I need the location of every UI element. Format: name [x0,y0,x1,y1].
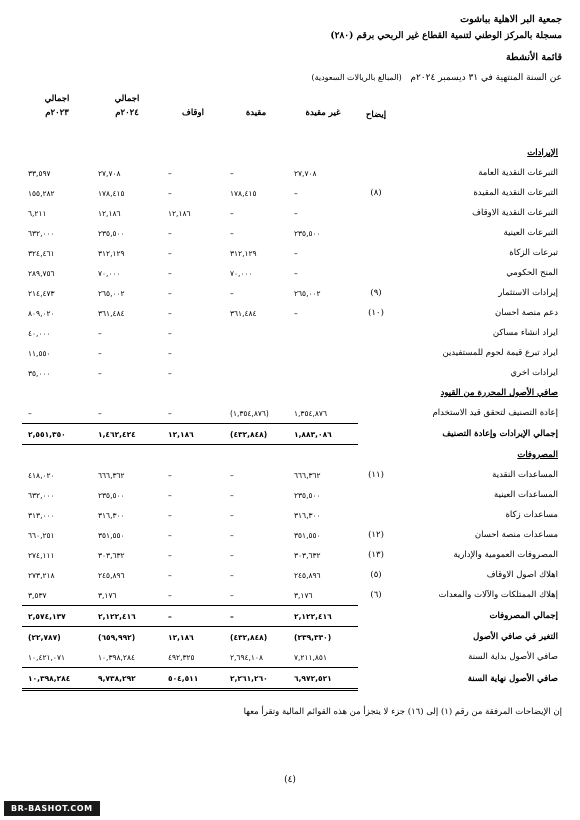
cell-note [358,363,394,383]
cell-t24: – [98,328,102,338]
cell-t23: ٦,٢١١ [28,208,47,218]
cell-t23: ١١,٥٥٠ [28,348,51,358]
cell-res: (٤٣٢,٨٤٨) [224,424,288,445]
cell-t24: ١,٤٦٢,٤٢٤ [92,424,162,445]
section-heading-row [22,143,562,163]
cell-t24: (٦٥٩,٩٩٢) [98,632,136,642]
cell-unr: ٣٠٣,٦٣٢ [294,550,321,560]
cell-unr: – [294,248,298,258]
cell-t23: ٦٦٠,٢٥١ [28,530,55,540]
header-unrestricted: غير مقيدة [305,108,341,118]
table-row [22,585,562,606]
cell-note [358,243,394,263]
cell-unr: ٣١٦,٣٠٠ [294,510,321,520]
cell-t23: ٢١٤,٤٧٣ [28,288,55,298]
cell-unr: ٣,١٧٦ [294,590,313,600]
cell-note: (١٠) [368,308,384,318]
cell-unr: ٧,٢١١,٨٥١ [294,652,327,662]
table-row [22,647,562,668]
table-header-row [22,92,562,123]
row-label: ايرادات اخري [510,368,558,378]
cell-note: (٨) [370,188,382,198]
cell-end: ٤٩٢,٣٢٥ [168,652,195,662]
cell-note [358,263,394,283]
total-row [22,424,562,445]
cell-note: (٦) [370,590,382,601]
cell-t23: ٤١٨,٠٢٠ [28,470,55,480]
cell-unr [288,363,358,383]
cell-t24: ١٧٨,٤١٥ [98,188,125,198]
table-row [22,163,562,183]
cell-res: – [230,570,234,580]
cell-end: – [168,288,172,298]
cell-note [358,163,394,183]
row-label: إعادة التصنيف لتحقق قيد الاستخدام [432,408,558,419]
cell-t23: ٣٢٤,٤٦١ [28,248,55,258]
cell-res: – [230,228,234,238]
cell-unr: ٢٣٥,٥٠٠ [294,228,321,238]
row-label: التبرعات النقدية العامة [478,168,558,178]
cell-t24: ٣١٦,٣٠٠ [98,510,125,520]
table-row [22,363,562,383]
cell-end: – [168,328,172,338]
cell-end: – [168,408,172,418]
cell-note [358,606,394,627]
cell-res: (٤٣٢,٨٤٨) [230,632,268,642]
cell-unr: – [294,308,298,318]
row-label: ايراد تبرع قيمة لحوم للمستفيدين [442,348,558,358]
row-label: الإيرادات [527,148,558,158]
cell-res [224,343,288,363]
header-note: إيضاح [365,110,387,120]
cell-t23: ٣٣,٥٩٧ [28,168,51,178]
page-number: (٤) [284,775,296,785]
table-row [22,283,562,303]
row-label: مساعدات منصة احسان [474,530,558,540]
cell-t24: ٧٠,٠٠٠ [98,268,121,278]
cell-res: – [230,530,234,540]
cell-end: – [168,530,172,540]
cell-end: – [162,606,224,627]
cell-t23: – [28,408,32,418]
cell-t24: ٢٣٥,٥٠٠ [98,490,125,500]
cell-t23: ٣١٣,٠٠٠ [28,510,55,520]
cell-t23: ٢٧٤,١١١ [28,550,55,560]
cell-res: – [230,288,234,298]
row-label: المصروفات [517,449,558,460]
cell-t23: ٦٣٢,٠٠٠ [28,228,55,238]
cell-t23: ١٥٥,٢٨٢ [28,188,55,198]
table-row [22,627,562,648]
row-label: المصروفات العمومية والإدارية [453,550,558,560]
cell-end: – [168,188,172,198]
cell-t23: ٣,٥٣٧ [28,590,47,600]
cell-t24: ٣٠٣,٦٣٢ [98,550,125,560]
cell-unr: ٢,١٢٢,٤١٦ [288,606,358,627]
cell-t23: ٢٧٣,٢١٨ [28,570,55,580]
header-restricted: مقيدة [245,108,267,118]
period-line [18,70,562,86]
cell-t23: ٣٥,٠٠٠ [28,368,51,378]
cell-unr: ٢٧,٧٠٨ [294,168,317,178]
cell-unr: ٢٦٥,٠٠٢ [294,288,321,298]
cell-note [358,343,394,363]
row-label: المنح الحكومي [506,268,558,278]
cell-unr: ١,٣٥٤,٨٧٦ [294,408,327,418]
section-heading-row [22,445,562,466]
cell-t24: ٢٤٥,٨٩٦ [98,570,125,580]
table-row [22,565,562,585]
cell-t24: – [98,368,102,378]
cell-unr: ٦,٩٧٢,٥٢١ [288,668,358,690]
cell-note: (٥) [370,570,382,580]
row-label: المساعدات العينية [494,490,558,500]
cell-end: – [168,368,172,378]
cell-unr: ٢٤٥,٨٩٦ [294,570,321,580]
cell-t23: ٦٣٢,٠٠٠ [28,490,55,500]
table-row [22,223,562,243]
row-label: التبرعات النقدية الاوقاف [472,208,558,218]
cell-end: – [168,308,172,318]
cell-end: – [168,470,172,480]
cell-unr: ٢٣٥,٥٠٠ [294,490,321,500]
cell-res: ١٧٨,٤١٥ [230,188,257,198]
cell-t23: ٢,٥٥١,٣٥٠ [22,424,92,445]
row-label: التبرعات النقدية المقيدة [473,188,558,198]
cell-unr [288,323,358,343]
cell-end: – [168,228,172,238]
cell-t24: ٢,١٢٢,٤١٦ [92,606,162,627]
row-label: مساعدات زكاة [505,510,558,520]
cell-t23: ١٠,٣٩٨,٢٨٤ [22,668,92,690]
table-row [22,545,562,565]
table-row [22,485,562,505]
statement-body [22,143,562,690]
cell-note [358,403,394,424]
row-label: التغير في صافي الأصول [473,631,558,642]
cell-end: – [168,248,172,258]
cell-note [358,203,394,223]
row-label: التبرعات العينية [503,228,558,238]
cell-res: – [230,510,234,520]
cell-unr [288,343,358,363]
cell-note [358,668,394,690]
cell-t24: ٣٥١,٥٥٠ [98,530,125,540]
cell-unr: ٦٦٦,٣٦٢ [294,470,321,480]
cell-res: – [230,490,234,500]
table-row [22,403,562,424]
cell-res: ٢,٦٩٤,١٠٨ [230,652,263,662]
cell-note: (١١) [368,470,384,480]
site-watermark: BR-BASHOT.COM [4,801,100,816]
cell-t24: ٦٦٦,٣٦٢ [98,470,125,480]
table-row [22,303,562,323]
registration-line: مسجلة بالمركز الوطني لتنمية القطاع غير الربحي برقم (٢٨٠) [330,31,562,41]
cell-t24: ١٢,١٨٦ [98,208,121,218]
table-row [22,323,562,343]
cell-note [358,627,394,648]
cell-res: (١,٣٥٤,٨٧٦) [230,408,269,418]
cell-end: – [168,550,172,560]
row-label: دعم منصة احسان [495,308,558,318]
cell-end: – [168,570,172,580]
cell-end: – [168,348,172,358]
cell-note: (٩) [370,288,382,298]
table-row [22,343,562,363]
cell-res: ٣١٢,١٢٩ [230,248,257,258]
row-label: إجمالي المصروفات [489,611,558,621]
currency-note: (المبالغ بالريالات السعودية) [311,73,402,82]
cell-end: – [168,490,172,500]
cell-note [358,505,394,525]
row-label: إيرادات الاستثمار [498,288,558,298]
table-row [22,203,562,223]
cell-end: ١٢,١٨٦ [162,424,224,445]
cell-res: – [230,208,234,218]
table-row [22,505,562,525]
cell-res: – [230,168,234,178]
table-row [22,465,562,485]
cell-note [358,323,394,343]
cell-res [224,363,288,383]
cell-unr: ٣٥١,٥٥٠ [294,530,321,540]
cell-end: – [168,168,172,178]
row-label: صافي الأصول بداية السنة [468,652,558,663]
cell-res: – [230,590,234,600]
cell-t24: ٢٦٥,٠٠٢ [98,288,125,298]
cell-note: (١٢) [368,530,384,540]
cell-end: ١٢,١٨٦ [168,208,191,218]
cell-t24: ٢٣٥,٥٠٠ [98,228,125,238]
row-label: ايراد انشاء مساكن [492,328,558,338]
cell-note [358,424,394,445]
cell-t23: ٤٠,٠٠٠ [28,328,51,338]
row-label: إجمالي الإيرادات وإعادة التصنيف [442,429,558,439]
row-label: المساعدات النقدية [492,470,558,480]
cell-res: ٢,٢٦١,٢٦٠ [224,668,288,690]
row-label: صافي الأصول المحررة من القيود [440,388,558,398]
cell-t24: – [98,348,102,358]
cell-res [224,323,288,343]
cell-end: ١٢,١٨٦ [168,632,194,642]
cell-res: – [224,606,288,627]
cell-t24: ٢٧,٧٠٨ [98,168,121,178]
cell-t24: ٩,٧٣٨,٢٩٢ [92,668,162,690]
table-row [22,243,562,263]
cell-t24: ٣,١٧٦ [98,590,117,600]
cell-t23: (٢٢,٧٨٧) [28,632,61,642]
cell-end: – [168,590,172,600]
cell-t23: ٢,٥٧٤,١٣٧ [22,606,92,627]
cell-res: – [230,470,234,480]
statement-title: قائمة الأنشطة [505,52,562,63]
table-row [22,525,562,545]
cell-end: – [168,268,172,278]
cell-end: – [168,510,172,520]
organization-name: جمعية البر الاهلية بباشوت [460,14,562,25]
cell-unr: – [294,188,298,198]
cell-res: ٧٠,٠٠٠ [230,268,253,278]
table-row [22,183,562,203]
cell-note: (١٣) [368,550,384,560]
total-row [22,606,562,627]
period-text: عن السنة المنتهية في ٣١ ديسمبر ٢٠٢٤م [410,73,562,83]
header-total-2023: اجمالي ٢٠٢٣م [44,94,70,118]
cell-t24: ٣٦١,٤٨٤ [98,308,125,318]
cell-unr: (٢٣٩,٣٣٠) [294,632,332,642]
header-total-2024: اجمالي ٢٠٢٤م [114,94,140,118]
cell-unr: – [294,268,298,278]
statement-header [18,12,562,86]
cell-unr: – [294,208,298,218]
cell-res: – [230,550,234,560]
cell-note [358,647,394,668]
activities-statement-table [22,92,562,691]
cell-end: ٥٠٤,٥١١ [162,668,224,690]
header-label-cell [394,92,562,123]
row-label: إهلاك الممتلكات والآلات والمعدات [438,590,558,601]
row-label: اهلاك اصول الاوقاف [486,570,558,580]
row-label: تبرعات الزكاة [509,248,558,258]
cell-t24: ١٠,٣٩٨,٢٨٤ [98,652,135,662]
row-label: صافي الأصول نهاية السنة [467,673,558,684]
cell-note [358,485,394,505]
footnote: إن الإيضاحات المرفقة من رقم (١) إلى (١٦) جزء لا يتجزأ من هذه القوائم المالية وتقرأ معها [243,707,562,717]
cell-note [358,223,394,243]
cell-t23: ٨٠٩,٠٢٠ [28,308,55,318]
cell-res: ٣٦١,٤٨٤ [230,308,257,318]
total-row [22,668,562,690]
header-endowment: اوقاف [182,108,204,118]
cell-t23: ١٠,٤٢١,٠٧١ [28,652,65,662]
cell-t24: – [98,408,102,418]
section-heading-row [22,383,562,403]
cell-t23: ٢٨٩,٧٥٦ [28,268,55,278]
table-row [22,263,562,283]
cell-t24: ٣١٢,١٢٩ [98,248,125,258]
cell-unr: ١,٨٨٣,٠٨٦ [288,424,358,445]
